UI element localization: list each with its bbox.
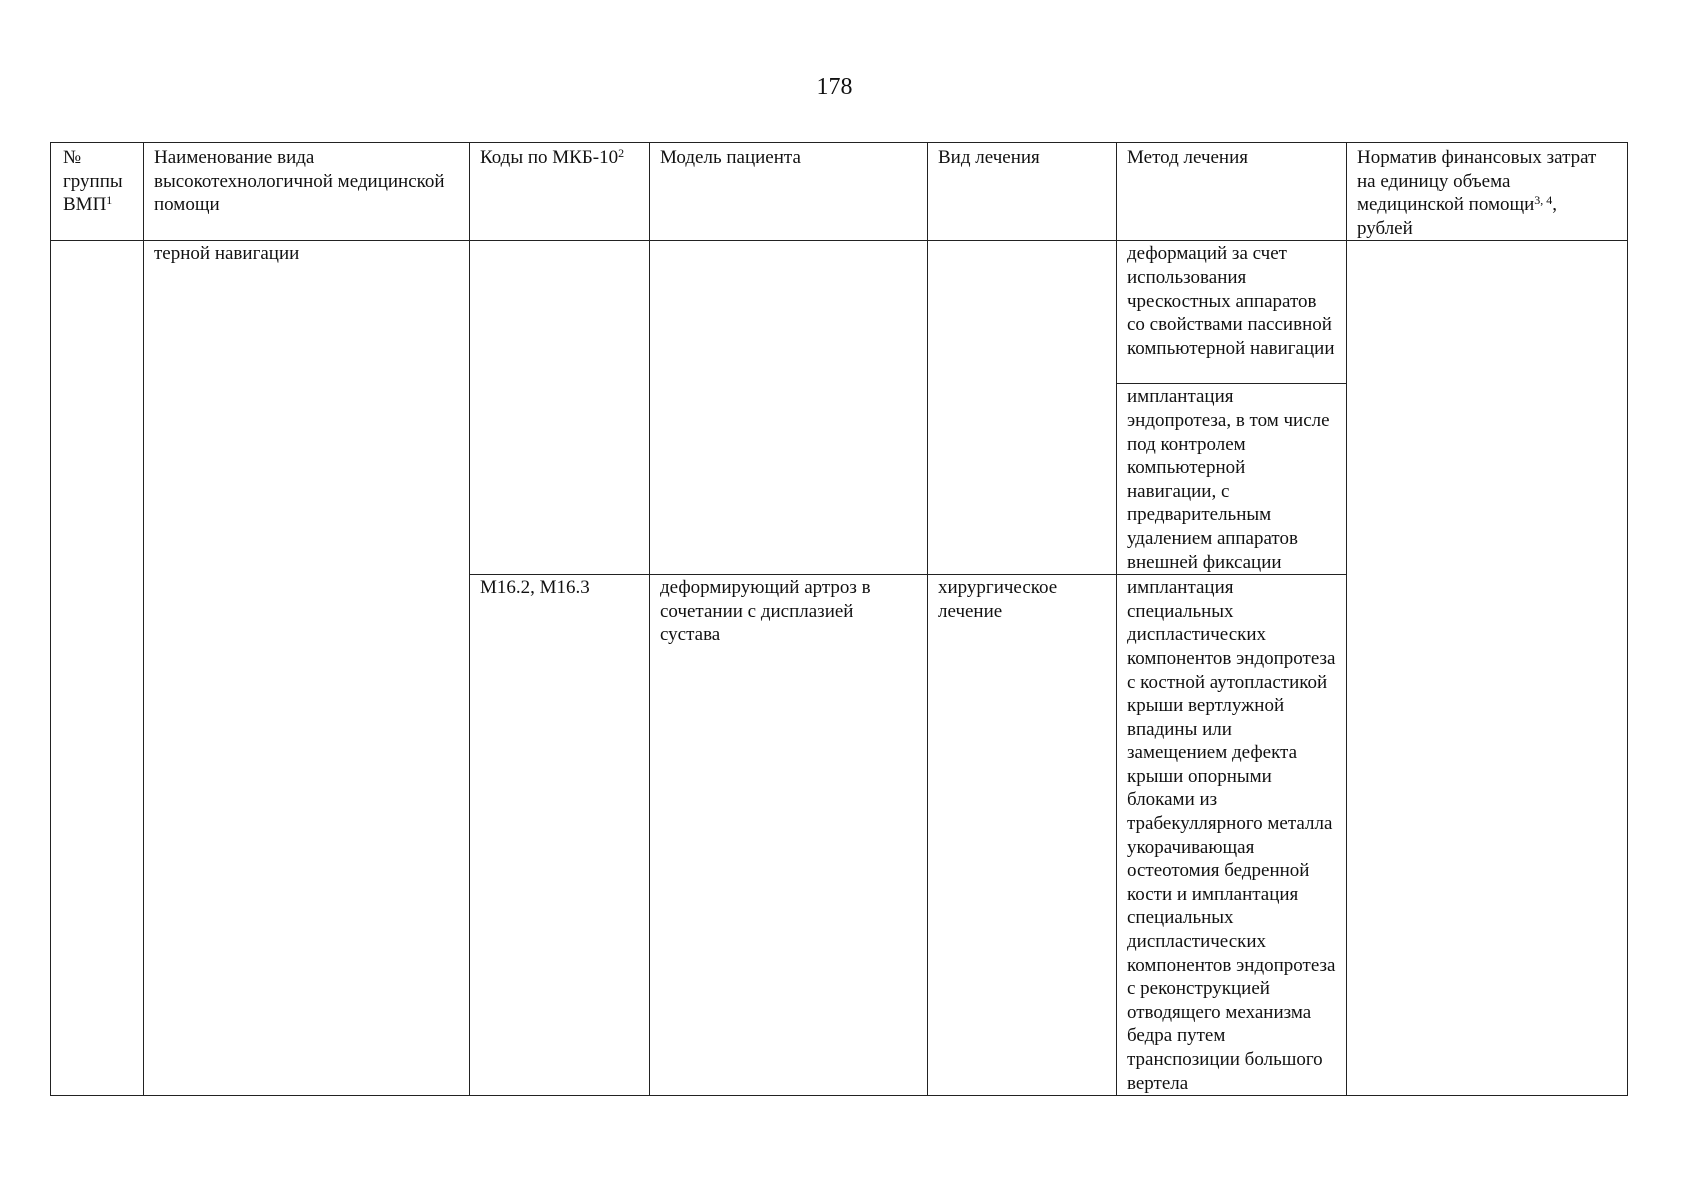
header-care-type: Наименование вида высокотехнологичной медицинской помощи (144, 143, 470, 241)
cell-treatment-method: имплантация эндопротеза, в том числе под контролем компьютерной навигации, с предварительным удалением аппаратов внешней фиксации (1117, 384, 1347, 575)
cell-patient-model: деформирующий артроз в сочетании с дисплазией сустава (650, 575, 928, 1096)
table-row (51, 241, 1628, 384)
cell-icd-codes: M16.2, M16.3 (470, 575, 650, 1096)
header-icd-codes: Коды по МКБ-$10^2$ (470, 143, 650, 241)
cell-group-number (51, 241, 144, 1096)
header-cost-norm: Норматив финансовых затрат на единицу объема медицинской помощи$^{3, 4}$, рублей (1347, 143, 1628, 241)
cell-treatment-method: имплантация специальных диспластических компонентов эндопротеза с костной аутопластикой крыши вертлужной впадины или замещением дефекта крыши опорными блоками из трабекуллярного металла укорачивающая остеотомия бедренной кости и имплантация специальных диспластических компонентов эндопротеза с реконструкцией отводящего механизма бедра путем транспозиции большого вертела (1117, 575, 1347, 1096)
cell-treatment-method: деформаций за счет использования чрескостных аппаратов со свойствами пассивной компьютерной навигации (1117, 241, 1347, 384)
cell-treatment-type: хирургическое лечение (928, 575, 1117, 1096)
table-header-row (51, 143, 1628, 241)
header-group-number: № группы ВМП$^1$ (51, 143, 144, 241)
cell-treatment-type (928, 241, 1117, 575)
page-number: 178 (816, 74, 853, 100)
cell-care-type: терной навигации (144, 241, 470, 1096)
header-treatment-method: Метод лечения (1117, 143, 1347, 241)
cell-cost-norm (1347, 241, 1628, 1096)
header-treatment-type: Вид лечения (928, 143, 1117, 241)
header-patient-model: Модель пациента (650, 143, 928, 241)
medical-care-table (50, 142, 1628, 1096)
cell-patient-model (650, 241, 928, 575)
cell-icd-codes (470, 241, 650, 575)
